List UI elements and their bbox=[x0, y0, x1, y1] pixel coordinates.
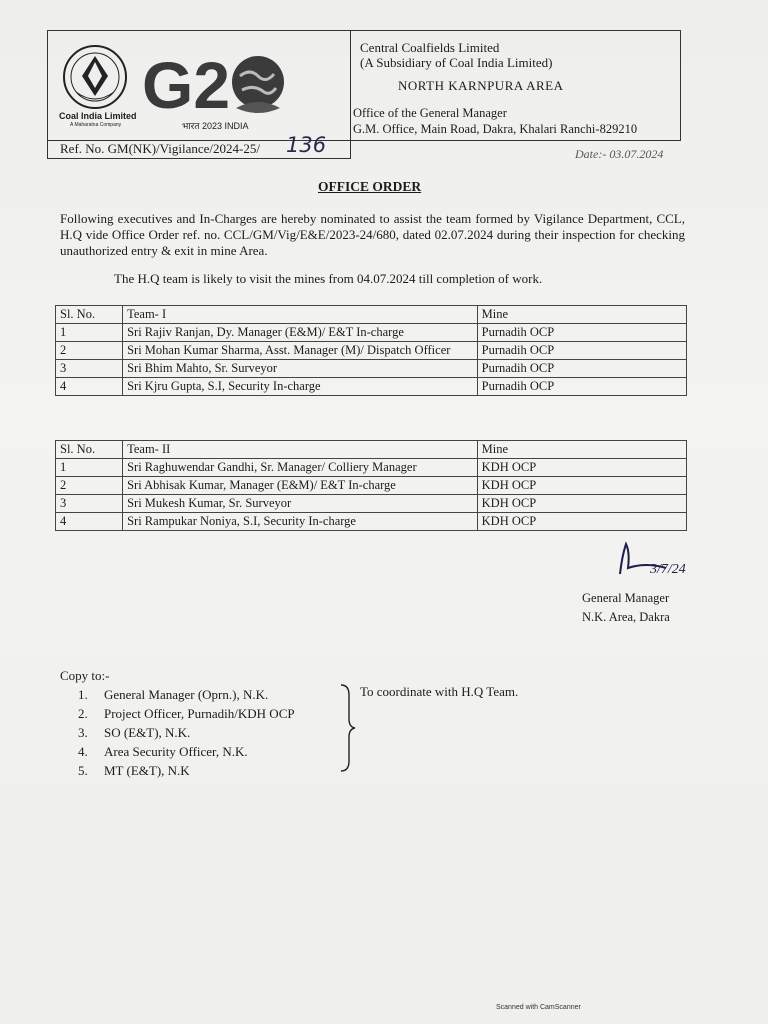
table-cell: 3 bbox=[56, 495, 123, 513]
g20-year-text: भारत 2023 INDIA bbox=[182, 121, 249, 131]
list-text: MT (E&T), N.K bbox=[104, 763, 190, 778]
page-title: OFFICE ORDER bbox=[318, 179, 422, 194]
column-header: Sl. No. bbox=[56, 306, 123, 324]
table-cell: 1 bbox=[56, 324, 123, 342]
list-text: General Manager (Oprn.), N.K. bbox=[104, 687, 269, 702]
g20-logo-icon bbox=[140, 46, 290, 118]
reference-handwritten-number: 136 bbox=[286, 133, 327, 157]
header-subsidiary: (A Subsidiary of Coal India Limited) bbox=[360, 55, 553, 70]
list-item bbox=[78, 761, 295, 780]
column-header: Mine bbox=[477, 441, 686, 459]
table-row bbox=[56, 342, 687, 360]
table-row bbox=[56, 378, 687, 396]
table-cell: Sri Raghuwendar Gandhi, Sr. Manager/ Colliery Manager bbox=[123, 459, 478, 477]
table-cell: 2 bbox=[56, 342, 123, 360]
brace-icon bbox=[337, 683, 357, 773]
company-name: Coal India Limited bbox=[59, 111, 137, 121]
copy-to-list bbox=[78, 685, 295, 780]
list-item bbox=[78, 704, 295, 723]
table-cell: Sri Mukesh Kumar, Sr. Surveyor bbox=[123, 495, 478, 513]
table-cell: 1 bbox=[56, 459, 123, 477]
list-number: 2. bbox=[78, 706, 88, 721]
copy-to-label: Copy to:- bbox=[60, 668, 110, 683]
table-cell: 2 bbox=[56, 477, 123, 495]
table-cell: 4 bbox=[56, 378, 123, 396]
order-date: Date:- 03.07.2024 bbox=[575, 147, 664, 161]
column-header: Sl. No. bbox=[56, 441, 123, 459]
table-header-row bbox=[56, 306, 687, 324]
table-cell: Sri Kjru Gupta, S.I, Security In-charge bbox=[123, 378, 478, 396]
table-cell: Purnadih OCP bbox=[477, 342, 686, 360]
table-row bbox=[56, 360, 687, 378]
body-paragraph-2: The H.Q team is likely to visit the mines from 04.07.2024 till completion of work. bbox=[114, 271, 543, 286]
table-cell: Purnadih OCP bbox=[477, 360, 686, 378]
signatory-place: N.K. Area, Dakra bbox=[582, 610, 670, 624]
coordination-note: To coordinate with H.Q Team. bbox=[360, 684, 519, 699]
table-cell: Sri Bhim Mahto, Sr. Surveyor bbox=[123, 360, 478, 378]
list-text: SO (E&T), N.K. bbox=[104, 725, 191, 740]
table-cell: KDH OCP bbox=[477, 513, 686, 531]
column-header: Team- I bbox=[123, 306, 478, 324]
header-company: Central Coalfields Limited bbox=[360, 40, 500, 55]
scanner-watermark: Scanned with CamScanner bbox=[496, 1004, 581, 1011]
list-item bbox=[78, 685, 295, 704]
table-row bbox=[56, 459, 687, 477]
table-cell: KDH OCP bbox=[477, 477, 686, 495]
column-header: Mine bbox=[477, 306, 686, 324]
signatory-designation: General Manager bbox=[582, 591, 670, 605]
table-cell: KDH OCP bbox=[477, 495, 686, 513]
table-cell: Sri Mohan Kumar Sharma, Asst. Manager (M)/ Dispatch Officer bbox=[123, 342, 478, 360]
table-row bbox=[56, 477, 687, 495]
list-text: Area Security Officer, N.K. bbox=[104, 744, 248, 759]
reference-number: Ref. No. GM(NK)/Vigilance/2024-25/ bbox=[60, 141, 260, 156]
signature-date: 3/7/24 bbox=[650, 562, 686, 577]
table-cell: Sri Rajiv Ranjan, Dy. Manager (E&M)/ E&T In-charge bbox=[123, 324, 478, 342]
team-1-table bbox=[55, 305, 687, 396]
list-item bbox=[78, 723, 295, 742]
table-cell: Sri Rampukar Noniya, S.I, Security In-charge bbox=[123, 513, 478, 531]
company-subtitle: A Maharatna Company bbox=[70, 122, 122, 128]
table-cell: Sri Abhisak Kumar, Manager (E&M)/ E&T In-charge bbox=[123, 477, 478, 495]
header-office: Office of the General Manager bbox=[353, 106, 507, 120]
svg-text:G2: G2 bbox=[142, 48, 231, 118]
table-cell: 4 bbox=[56, 513, 123, 531]
list-item bbox=[78, 742, 295, 761]
body-paragraph-1: Following executives and In-Charges are hereby nominated to assist the team formed by Vigilance Department, CCL, H.Q vide Office Order ref. no. CCL/GM/Vig/E&E/2023-24/680, dated 02.07.2024 during their inspection for checking unauthorized entry & exit in mine Area. bbox=[60, 211, 685, 258]
table-row bbox=[56, 513, 687, 531]
table-cell: KDH OCP bbox=[477, 459, 686, 477]
list-number: 3. bbox=[78, 725, 88, 740]
table-row bbox=[56, 324, 687, 342]
table-row bbox=[56, 495, 687, 513]
header-address: G.M. Office, Main Road, Dakra, Khalari Ranchi-829210 bbox=[353, 122, 638, 136]
list-number: 1. bbox=[78, 687, 88, 702]
table-cell: Purnadih OCP bbox=[477, 324, 686, 342]
table-cell: Purnadih OCP bbox=[477, 378, 686, 396]
header-area: NORTH KARNPURA AREA bbox=[398, 78, 564, 93]
table-header-row bbox=[56, 441, 687, 459]
table-cell: 3 bbox=[56, 360, 123, 378]
team-2-table bbox=[55, 440, 687, 531]
list-number: 5. bbox=[78, 763, 88, 778]
list-number: 4. bbox=[78, 744, 88, 759]
list-text: Project Officer, Purnadih/KDH OCP bbox=[104, 706, 295, 721]
coal-india-logo-icon bbox=[60, 42, 130, 112]
column-header: Team- II bbox=[123, 441, 478, 459]
